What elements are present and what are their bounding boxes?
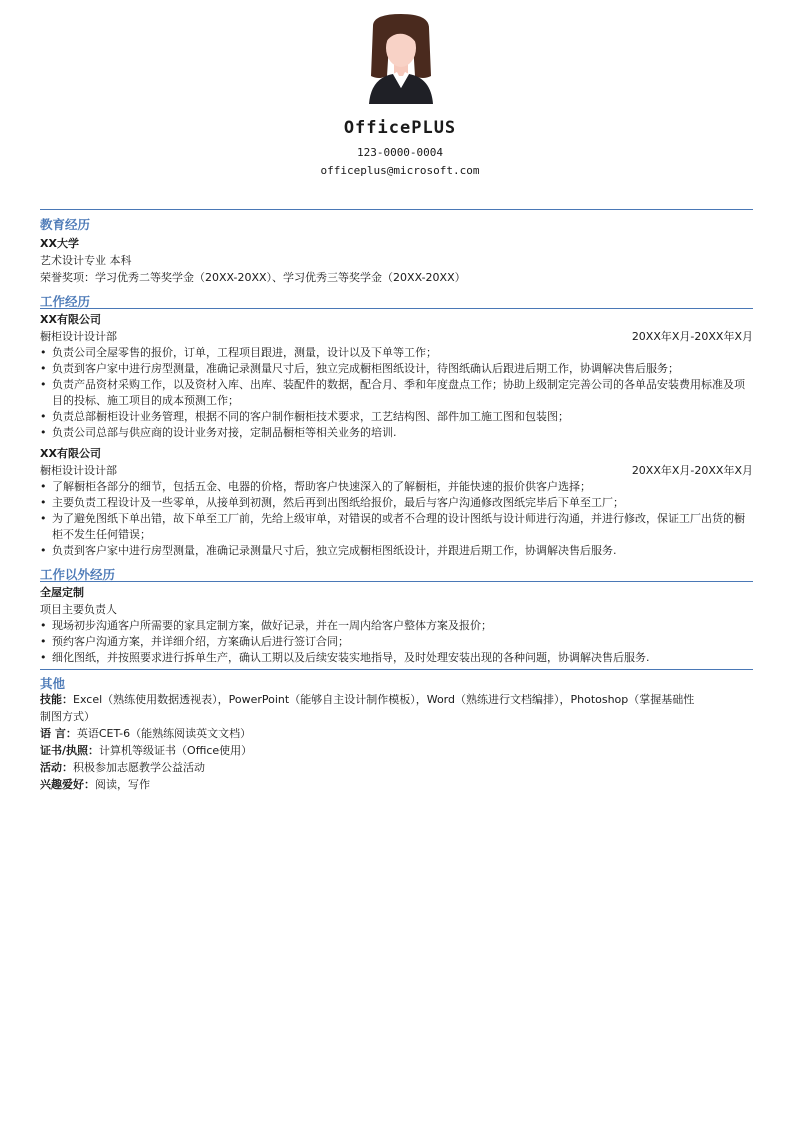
section-title-work: 工作经历 xyxy=(40,294,91,309)
job-period: 20XX年X月-20XX年X月 xyxy=(631,330,753,343)
project-name: 全屋定制 xyxy=(40,586,84,599)
language-label: 语 言： xyxy=(40,727,77,740)
section-divider xyxy=(40,669,753,670)
section-header-misc xyxy=(40,669,753,689)
job-bullet: • 负责总部橱柜设计业务管理，根据不同的客户制作橱柜技术要求，工艺结构图、部件加工施工图和包装图； xyxy=(40,409,753,425)
section-title-other: 工作以外经历 xyxy=(40,567,116,582)
job-entry xyxy=(40,445,753,559)
avatar xyxy=(363,14,439,104)
job-bullet: • 负责到客户家中进行房型测量，准确记录测量尺寸后，独立完成橱柜图纸设计，并跟进后期工作，协调解决售后服务. xyxy=(40,543,753,559)
job-bullet: • 主要负责工程设计及一些零单，从接单到初测，然后再到出图纸给报价，最后与客户沟通修改图纸完毕后下单至工厂； xyxy=(40,495,753,511)
skills-label: 技能： xyxy=(40,693,73,706)
skills-text: Excel（熟练使用数据透视表），PowerPoint（能够自主设计制作模板），Word（熟练进行文档编排），Photoshop（掌握基础性 xyxy=(73,693,695,706)
activity-text: 积极参加志愿教学公益活动 xyxy=(73,761,205,774)
section-divider xyxy=(40,209,753,210)
section-divider xyxy=(40,581,753,582)
project-bullet: • 现场初步沟通客户所需要的家具定制方案，做好记录，并在一周内给客户整体方案及报价； xyxy=(40,618,753,634)
hobby-label: 兴趣爱好： xyxy=(40,778,95,791)
phone: 123-0000-0004 xyxy=(356,146,444,159)
language xyxy=(40,725,753,742)
job-role: 橱柜设计设计部 xyxy=(40,464,117,477)
company-name: XX有限公司 xyxy=(40,313,101,326)
job-role: 橱柜设计设计部 xyxy=(40,330,117,343)
language-text: 英语CET-6（能熟练阅读英文文档） xyxy=(76,727,252,740)
project-bullet: • 细化图纸，并按照要求进行拆单生产，确认工期以及后续安装实地指导，及时处理安装出现的各种问题，协调解决售后服务. xyxy=(40,650,753,666)
activity xyxy=(40,759,753,776)
major: 艺术设计专业 本科 xyxy=(40,254,132,267)
resume-body xyxy=(40,206,753,793)
project-role: 项目主要负责人 xyxy=(40,603,117,616)
hobby-text: 阅读，写作 xyxy=(95,778,150,791)
job-bullet: • 为了避免图纸下单出错，故下单至工厂前，先给上级审单，对错误的或者不合理的设计图纸与设计师进行沟通，并进行修改，保证工厂出货的橱柜不发生任何错误； xyxy=(40,511,753,543)
candidate-name: OfficePLUS xyxy=(343,118,457,138)
job-bullet: • 了解橱柜各部分的细节，包括五金、电器的价格，帮助客户快速深入的了解橱柜，并能快速的报价供客户选择； xyxy=(40,479,753,495)
section-header-work xyxy=(40,289,753,309)
certificate xyxy=(40,742,753,759)
job-entry xyxy=(40,311,753,441)
job-bullet: • 负责产品资材采购工作，以及资材入库、出库、装配件的数据，配合月、季和年度盘点工作；协助上级制定完善公司的各单品安装费用标准及项目的投标、施工项目的成本预测工作； xyxy=(40,377,753,409)
hobby xyxy=(40,776,753,793)
skills xyxy=(40,691,753,725)
certificate-text: 计算机等级证书（Office使用） xyxy=(99,744,253,757)
skills-text-cont: 制图方式） xyxy=(40,710,95,723)
school-name: XX大学 xyxy=(40,237,79,250)
project-bullet: • 预约客户沟通方案，并详细介绍，方案确认后进行签订合同； xyxy=(40,634,753,650)
activity-label: 活动： xyxy=(40,761,73,774)
section-title-education: 教育经历 xyxy=(40,217,91,232)
email: officeplus@microsoft.com xyxy=(320,164,480,177)
job-bullet: • 负责到客户家中进行房型测量，准确记录测量尺寸后，独立完成橱柜图纸设计，待图纸确认后跟进后期工作，协调解决售后服务； xyxy=(40,361,753,377)
job-bullet: • 负责公司总部与供应商的设计业务对接，定制品橱柜等相关业务的培训. xyxy=(40,425,753,441)
section-header-education xyxy=(40,209,753,232)
job-bullet: • 负责公司全屋零售的报价，订单，工程项目跟进，测量，设计以及下单等工作； xyxy=(40,345,753,361)
certificate-label: 证书/执照： xyxy=(40,744,100,757)
section-divider xyxy=(40,308,753,309)
section-header-other xyxy=(40,562,753,582)
job-period: 20XX年X月-20XX年X月 xyxy=(631,464,753,477)
company-name: XX有限公司 xyxy=(40,447,101,460)
honors: 荣誉奖项：学习优秀二等奖学金（20XX-20XX）、学习优秀三等奖学金（20XX-20XX） xyxy=(40,271,466,284)
section-title-misc: 其他 xyxy=(40,676,66,691)
